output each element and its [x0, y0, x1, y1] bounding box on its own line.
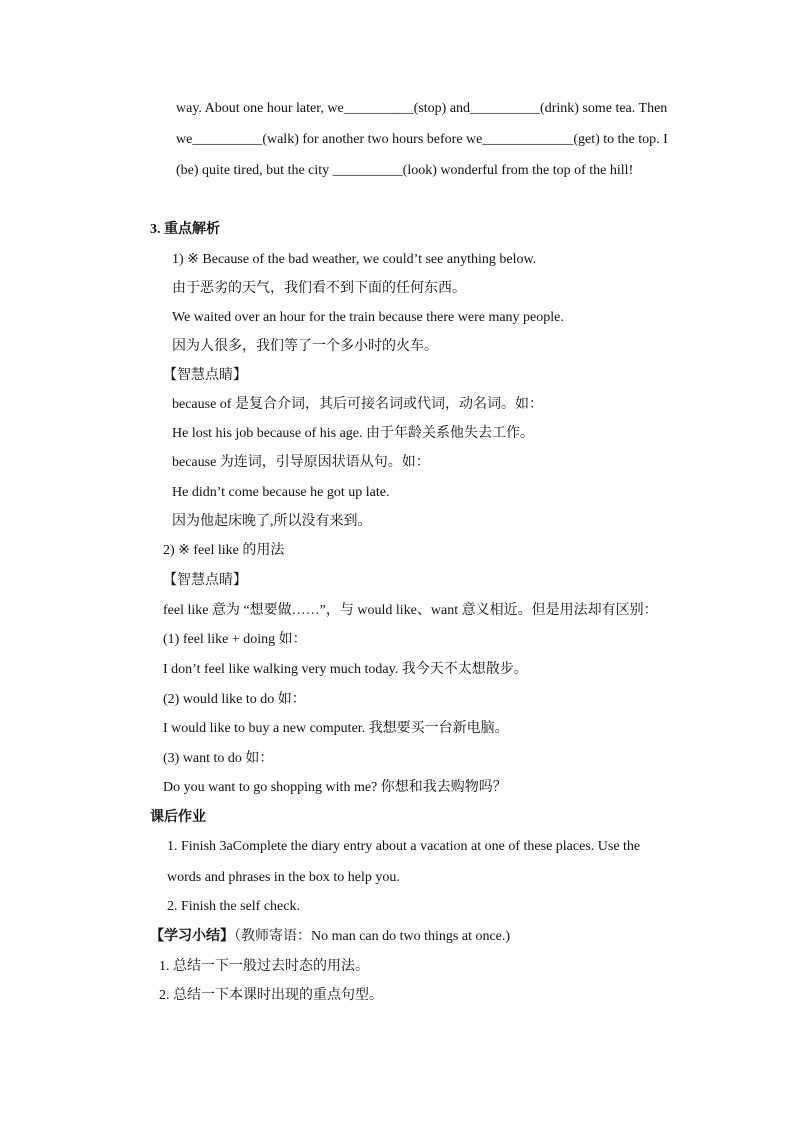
homework-task-1-line-1: 1. Finish 3aComplete the diary entry about a vacation at one of these places. Use the — [167, 839, 641, 854]
item-2-title: 2) ※ feel like 的用法 — [163, 543, 285, 558]
item-1-tip-2-example: He didn’t come because he got up late. — [172, 485, 390, 500]
item-1-tip-heading: 【智慧点睛】 — [163, 368, 247, 383]
exercise-line-3: (be) quite tired, but the city __________(look) wonderful from the top of the hill! — [176, 163, 634, 178]
exercise-line-1: way. About one hour later, we__________(stop) and__________(drink) some tea. Then — [176, 101, 668, 116]
item-2-intro: feel like 意为 “想要做……”，与 would like、want 意义相近。但是用法却有区别： — [163, 603, 658, 618]
item-1-tip-1: because of 是复合介词，其后可接名词或代词，动名词。如： — [172, 397, 543, 412]
summary-line — [150, 930, 510, 944]
item-1-example: We waited over an hour for the train because there were many people. — [172, 310, 564, 325]
homework-task-1-line-2: words and phrases in the box to help you. — [167, 870, 400, 885]
item-1-translation: 由于恶劣的天气，我们看不到下面的任何东西。 — [172, 281, 466, 296]
item-2-point-3-example: Do you want to go shopping with me? 你想和我去购物吗？ — [163, 780, 507, 795]
homework-task-2: 2. Finish the self check. — [167, 899, 300, 914]
item-1-sentence: 1) ※ Because of the bad weather, we could’t see anything below. — [172, 252, 537, 267]
item-2-point-2: (2) would like to do 如： — [163, 692, 306, 707]
item-2-point-1-example: I don’t feel like walking very much today. 我今天不太想散步。 — [163, 662, 528, 677]
summary-heading: 【学习小结】 — [150, 929, 234, 944]
item-1-tip-2: because 为连词，引导原因状语从句。如： — [172, 455, 430, 470]
item-1-example-translation: 因为人很多，我们等了一个多小时的火车。 — [172, 339, 438, 354]
summary-item-1: 1. 总结一下一般过去时态的用法。 — [159, 959, 369, 974]
item-1-tip-1-example: He lost his job because of his age. 由于年龄关系他失去工作。 — [172, 426, 535, 441]
summary-motto: （教师寄语：No man can do two things at once.) — [234, 929, 511, 944]
exercise-line-2: we__________(walk) for another two hours before we_____________(get) to the top. I — [176, 132, 668, 147]
item-1-tip-2-translation: 因为他起床晚了,所以没有来到。 — [172, 514, 372, 529]
item-2-point-3: (3) want to do 如： — [163, 751, 274, 766]
item-2-tip-heading: 【智慧点睛】 — [163, 573, 247, 588]
homework-heading: 课后作业 — [150, 810, 206, 825]
summary-item-2: 2. 总结一下本课时出现的重点句型。 — [159, 988, 383, 1003]
section-3-heading: 3. 重点解析 — [150, 222, 220, 237]
item-2-point-1: (1) feel like + doing 如： — [163, 632, 307, 647]
item-2-point-2-example: I would like to buy a new computer. 我想要买一台新电脑。 — [163, 721, 509, 736]
